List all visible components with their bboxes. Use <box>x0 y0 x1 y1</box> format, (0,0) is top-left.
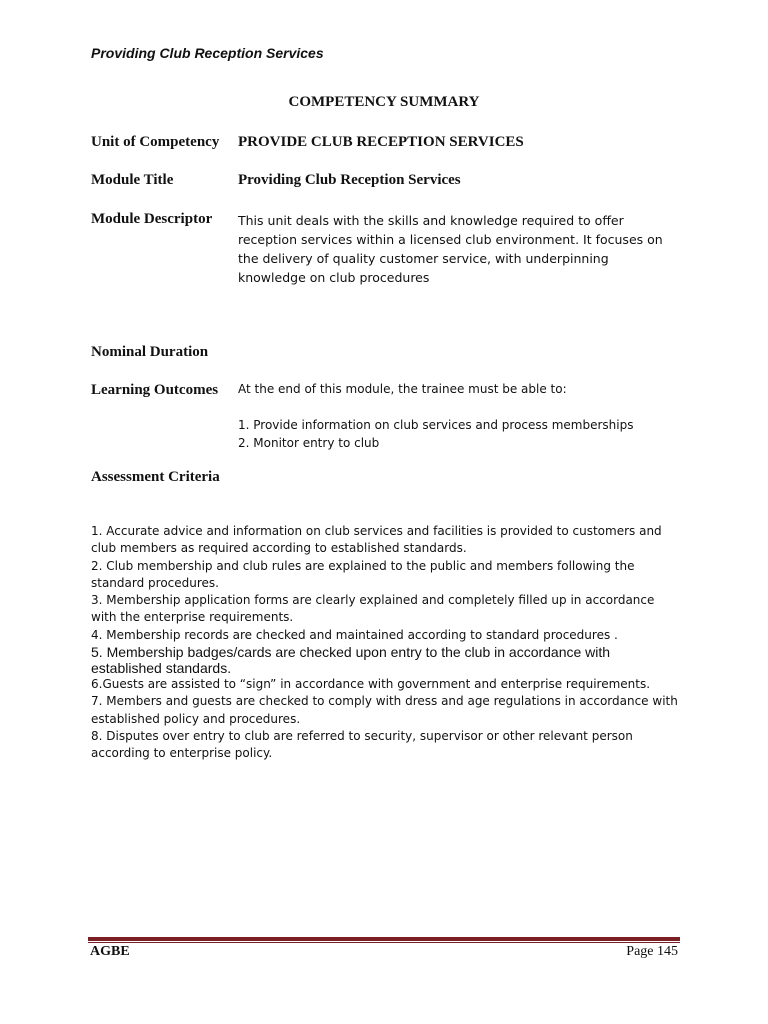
descriptor-line: knowledge on club procedures <box>238 270 430 285</box>
descriptor-line: reception services within a licensed club environment. It focuses on <box>238 232 663 247</box>
list-item: 6.Guests are assisted to “sign” in accordance with government and enterprise requirements. <box>91 677 651 692</box>
descriptor-text <box>238 211 668 287</box>
criteria-list <box>91 523 681 763</box>
list-item: 2. Club membership and club rules are explained to the public and members following the standard procedures. <box>91 558 635 590</box>
section-title: COMPETENCY SUMMARY <box>288 94 480 110</box>
list-item: 3. Membership application forms are clearly explained and completely filled up in accordance with the enterprise requirements. <box>91 593 655 625</box>
descriptor-line: the delivery of quality customer service, with underpinning <box>238 251 609 266</box>
descriptor-label: Module Descriptor <box>91 211 213 227</box>
footer-divider-thin <box>88 942 680 943</box>
module-title-label: Module Title <box>91 172 174 188</box>
outcomes-intro: At the end of this module, the trainee must be able to: <box>238 382 567 396</box>
criteria-label: Assessment Criteria <box>91 469 220 485</box>
unit-value: PROVIDE CLUB RECEPTION SERVICES <box>238 134 524 150</box>
outcomes-list <box>238 416 633 452</box>
list-item: 8. Disputes over entry to club are referred to security, supervisor or other relevant person according to enterprise policy. <box>91 728 633 761</box>
list-item: 1. Accurate advice and information on club services and facilities is provided to customers and club members as required according to established standards. <box>91 524 662 556</box>
footer-label: AGBE <box>90 944 130 959</box>
list-item: 7. Members and guests are checked to comply with dress and age regulations in accordance with established policy and procedures. <box>91 694 678 726</box>
list-item: 1. Provide information on club services and process memberships <box>238 418 634 432</box>
list-item: 2. Monitor entry to club <box>238 436 380 450</box>
list-item: 5. Membership badges/cards are checked upon entry to the club in accordance with established standards. <box>91 644 611 677</box>
module-title-value: Providing Club Reception Services <box>238 172 461 188</box>
outcomes-label: Learning Outcomes <box>91 382 219 398</box>
descriptor-line: This unit deals with the skills and knowledge required to offer <box>238 213 624 228</box>
running-header: Providing Club Reception Services <box>91 45 324 61</box>
list-item: 4. Membership records are checked and maintained according to standard procedures . <box>91 627 618 642</box>
unit-label: Unit of Competency <box>91 134 220 150</box>
footer-divider <box>88 937 680 941</box>
page-number: Page 145 <box>626 944 678 959</box>
duration-label: Nominal Duration <box>91 344 209 360</box>
